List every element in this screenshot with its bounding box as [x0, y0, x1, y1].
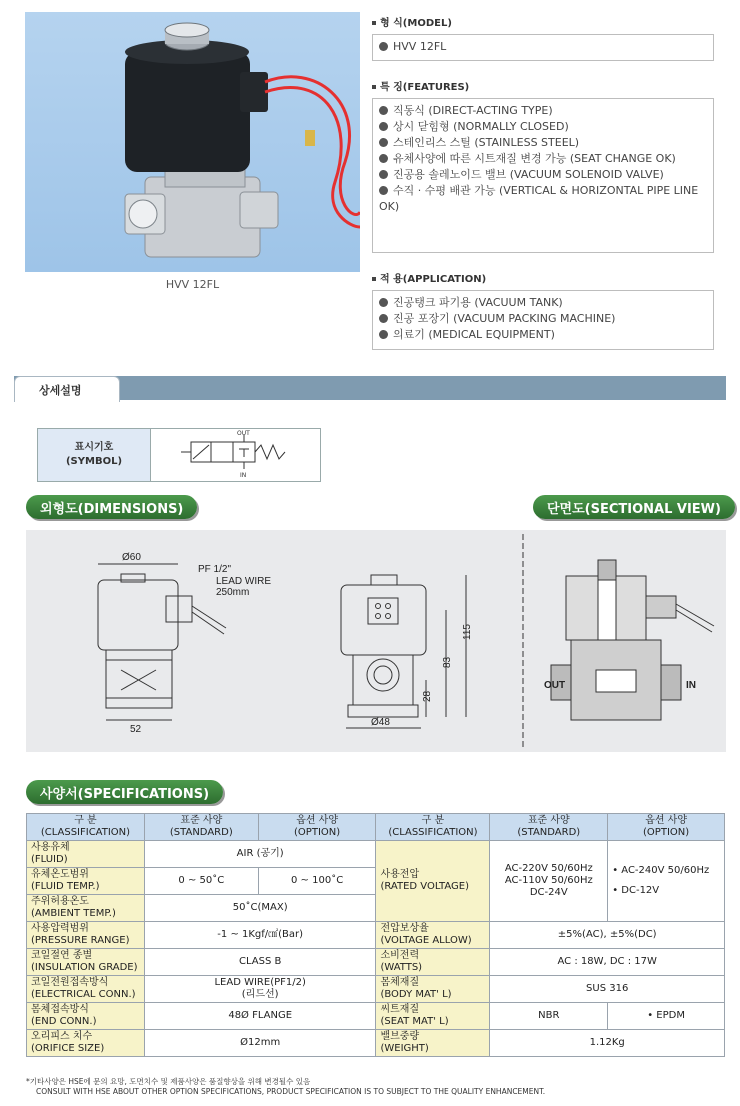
table-row: 오리피스 치수 (ORIFICE SIZE) Ø12mm 밸브중량 (WEIGHT) 1.12Kg: [27, 1030, 725, 1057]
table-row: 몸체접속방식 (END CONN.) 48Ø FLANGE 씨트재질 (SEAT MAT' L) NBR • EPDM: [27, 1003, 725, 1030]
specifications-heading: 사양서(SPECIFICATIONS): [26, 780, 223, 804]
th-standard-2: 표준 사양 (STANDARD): [490, 814, 608, 841]
model-box: [372, 34, 714, 61]
dim-dia48: Ø48: [371, 717, 390, 728]
bullet-dot-icon: [379, 106, 388, 115]
dim-h28: 28: [422, 690, 433, 702]
application-item: 진공탱크 파기용 (VACUUM TANK): [379, 295, 707, 311]
section-in-label: IN: [686, 680, 696, 691]
dim-pf: PF 1/2": [198, 564, 232, 575]
table-row: 사용유체 (FLUID) AIR (공기) 사용전압 (RATED VOLTAGE) AC-220V 50/60Hz AC-110V 50/60Hz DC-24V • AC-240V 50/60Hz • DC-12V: [27, 841, 725, 868]
footnote-ko: *기타사양은 HSE에 문의 요망, 도면치수 및 제품사양은 품질향상을 위해 변경될수 있음: [26, 1077, 311, 1086]
feature-item: 직동식 (DIRECT-ACTING TYPE): [379, 103, 707, 119]
dim-w52: 52: [130, 724, 142, 735]
dimension-drawings: [26, 530, 726, 752]
bullet-dot-icon: [379, 186, 388, 195]
table-row: 사용압력범위 (PRESSURE RANGE) -1 ~ 1Kgf/㎠(Bar) 전압보상율 (VOLTAGE ALLOW) ±5%(AC), ±5%(DC): [27, 922, 725, 949]
feature-item: 유체사양에 따른 시트재질 변경 가능 (SEAT CHANGE OK): [379, 151, 707, 167]
th-standard: 표준 사양 (STANDARD): [144, 814, 258, 841]
application-box: [372, 290, 714, 350]
valve-illustration: [25, 12, 360, 272]
feature-item: 진공용 솔레노이드 밸브 (VACUUM SOLENOID VALVE): [379, 167, 707, 183]
features-box: [372, 98, 714, 253]
bullet-dot-icon: [379, 138, 388, 147]
table-row: 코일전원접속방식 (ELECTRICAL CONN.) LEAD WIRE(PF1/2) (리드선) 몸체재질 (BODY MAT' L) SUS 316: [27, 976, 725, 1003]
features-heading: 특 징(FEATURES): [372, 78, 469, 93]
bullet-dot-icon: [379, 330, 388, 339]
table-header-row: [27, 814, 725, 841]
bullet-dot-icon: [379, 298, 388, 307]
symbol-label: [38, 429, 151, 481]
th-classification-2: 구 분 (CLASSIFICATION): [376, 814, 490, 841]
specifications-table: [26, 813, 725, 1057]
model-value: HVV 12FL: [393, 40, 447, 53]
product-photo: [25, 12, 360, 272]
symbol-label-ko: 표시기호: [74, 442, 114, 453]
feature-item: 스테인리스 스틸 (STAINLESS STEEL): [379, 135, 707, 151]
table-row: 주위허용온도 (AMBIENT TEMP.) 50˚C(MAX): [27, 895, 725, 922]
symbol-label-en: (SYMBOL): [65, 456, 123, 467]
valve-symbol: [151, 429, 320, 481]
sectional-view-heading: 단면도(SECTIONAL VIEW): [533, 495, 735, 519]
bullet-dot-icon: [379, 122, 388, 131]
bullet-square-icon: [372, 21, 376, 25]
dim-h115: 115: [462, 624, 473, 640]
table-row: 유체온도범위 (FLUID TEMP.) 0 ~ 50˚C 0 ~ 100˚C: [27, 868, 725, 895]
th-classification: 구 분 (CLASSIFICATION): [27, 814, 145, 841]
application-item: 의료기 (MEDICAL EQUIPMENT): [379, 327, 707, 343]
footnote-en: CONSULT WITH HSE ABOUT OTHER OPTION SPECIFICATIONS, PRODUCT SPECIFICATION IS TO SUBJECT TO THE QUALITY ENHANCEMENT.: [36, 1087, 546, 1096]
application-item: 진공 포장기 (VACUUM PACKING MACHINE): [379, 311, 707, 327]
th-option: 옵션 사양 (OPTION): [258, 814, 376, 841]
detail-tab-bar: [14, 376, 726, 400]
symbol-out-label: OUT: [237, 430, 250, 437]
dim-lead1: LEAD WIRE: [216, 576, 272, 587]
dim-dia60: Ø60: [122, 552, 141, 563]
bullet-square-icon: [372, 85, 376, 89]
dim-h83: 83: [442, 656, 453, 668]
feature-item: 상시 닫힘형 (NORMALLY CLOSED): [379, 119, 707, 135]
photo-caption: HVV 12FL: [165, 278, 220, 291]
bullet-dot-icon: [379, 42, 388, 51]
table-row: 코일절연 종별 (INSULATION GRADE) CLASS B 소비전력 (WATTS) AC : 18W, DC : 17W: [27, 949, 725, 976]
symbol-box: [37, 428, 321, 482]
bullet-dot-icon: [379, 170, 388, 179]
feature-item: 수직 · 수평 배관 가능 (VERTICAL & HORIZONTAL PIPE LINE OK): [379, 184, 699, 213]
model-heading: 형 식(MODEL): [372, 14, 452, 29]
application-heading: 적 용(APPLICATION): [372, 270, 486, 285]
dimensions-heading: 외형도(DIMENSIONS): [26, 495, 197, 519]
dimension-drawing-panel: [26, 530, 726, 752]
section-out-label: OUT: [544, 680, 566, 691]
symbol-in-label: IN: [240, 472, 247, 479]
bullet-square-icon: [372, 277, 376, 281]
th-option-2: 옵션 사양 (OPTION): [608, 814, 725, 841]
bullet-dot-icon: [379, 314, 388, 323]
bullet-dot-icon: [379, 154, 388, 163]
dim-lead2: 250mm: [216, 587, 250, 598]
tab-detail[interactable]: 상세설명: [14, 376, 120, 402]
